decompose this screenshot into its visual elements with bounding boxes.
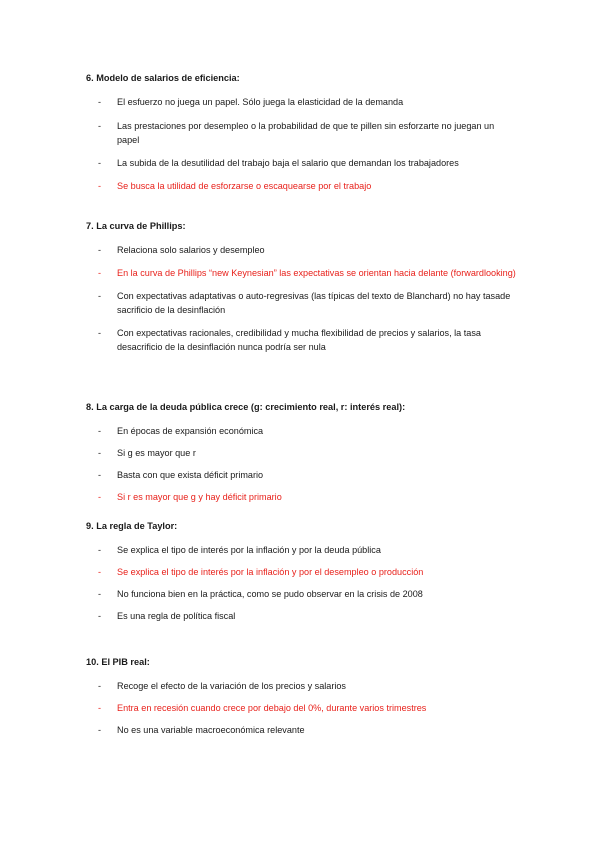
dash-bullet: -	[98, 589, 102, 599]
option-text: La subida de la desutilidad del trabajo baja el salario que demandan los trabajadores	[117, 158, 459, 168]
option-text: Es una regla de política fiscal	[117, 611, 236, 621]
question-title: 8. La carga de la deuda pública crece (g: crecimiento real, r: interés real):	[86, 402, 406, 412]
options-list	[86, 424, 516, 504]
dash-bullet: -	[98, 426, 102, 436]
option	[86, 587, 516, 601]
option	[86, 289, 516, 317]
question-title: 9. La regla de Taylor:	[86, 521, 178, 531]
option-text: Entra en recesión cuando crece por debajo del 0%, durante varios trimestres	[117, 703, 427, 713]
question-10	[86, 656, 516, 737]
option-text: Se explica el tipo de interés por la inflación y por el desempleo o producción	[117, 567, 424, 577]
option	[86, 723, 516, 737]
option-text: Basta con que exista déficit primario	[117, 470, 264, 480]
option	[86, 243, 516, 257]
option-text: Se busca la utilidad de esforzarse o escaquearse por el trabajo	[117, 181, 372, 191]
option-text: En la curva de Phillips “new Keynesian” las expectativas se orientan hacia delante (forwardlooking)	[117, 268, 516, 278]
dash-bullet: -	[98, 448, 102, 458]
option-text: En épocas de expansión económica	[117, 426, 264, 436]
question-6	[86, 72, 516, 193]
option-text: Con expectativas racionales, credibilidad y mucha flexibilidad de precios y salarios, la tasa desacrificio de la desinflación nunca podría ser nula	[117, 328, 481, 352]
dash-bullet: -	[98, 158, 102, 168]
option-correct	[86, 701, 516, 715]
option-correct	[86, 179, 516, 193]
dash-bullet: -	[98, 492, 102, 502]
question-9	[86, 520, 516, 623]
dash-bullet: -	[98, 545, 102, 555]
option-text: Relaciona solo salarios y desempleo	[117, 245, 265, 255]
dash-bullet: -	[98, 470, 102, 480]
dash-bullet: -	[98, 245, 102, 255]
dash-bullet: -	[98, 328, 102, 338]
option	[86, 424, 516, 438]
option-text: Se explica el tipo de interés por la inflación y por la deuda pública	[117, 545, 381, 555]
question-8	[86, 401, 516, 504]
option	[86, 446, 516, 460]
option	[86, 543, 516, 557]
option-correct	[86, 266, 516, 280]
dash-bullet: -	[98, 725, 102, 735]
dash-bullet: -	[98, 121, 102, 131]
option	[86, 95, 516, 109]
dash-bullet: -	[98, 703, 102, 713]
option	[86, 119, 516, 147]
option	[86, 609, 516, 623]
question-title: 10. El PIB real:	[86, 657, 150, 667]
option	[86, 326, 516, 354]
question-title: 6. Modelo de salarios de eficiencia:	[86, 73, 240, 83]
option-text: No es una variable macroeconómica relevante	[117, 725, 305, 735]
option-text: No funciona bien en la práctica, como se pudo observar en la crisis de 2008	[117, 589, 423, 599]
question-title: 7. La curva de Phillips:	[86, 221, 186, 231]
dash-bullet: -	[98, 181, 102, 191]
option-text: Con expectativas adaptativas o auto-regresivas (las típicas del texto de Blanchard) no hay tasade sacrificio de la desinflación	[117, 291, 511, 315]
option-text: El esfuerzo no juega un papel. Sólo juega la elasticidad de la demanda	[117, 97, 404, 107]
option-text: Si r es mayor que g y hay déficit primario	[117, 492, 282, 502]
option-correct	[86, 490, 516, 504]
options-list	[86, 95, 516, 193]
dash-bullet: -	[98, 291, 102, 301]
dash-bullet: -	[98, 97, 102, 107]
options-list	[86, 243, 516, 354]
option-correct	[86, 565, 516, 579]
dash-bullet: -	[98, 268, 102, 278]
dash-bullet: -	[98, 611, 102, 621]
dash-bullet: -	[98, 567, 102, 577]
question-7	[86, 220, 516, 354]
options-list	[86, 679, 516, 737]
option-text: Recoge el efecto de la variación de los precios y salarios	[117, 681, 346, 691]
option-text: Las prestaciones por desempleo o la probabilidad de que te pillen sin esforzarte no juegan un papel	[117, 121, 495, 145]
dash-bullet: -	[98, 681, 102, 691]
option	[86, 468, 516, 482]
option-text: Si g es mayor que r	[117, 448, 196, 458]
options-list	[86, 543, 516, 623]
option	[86, 679, 516, 693]
option	[86, 156, 516, 170]
